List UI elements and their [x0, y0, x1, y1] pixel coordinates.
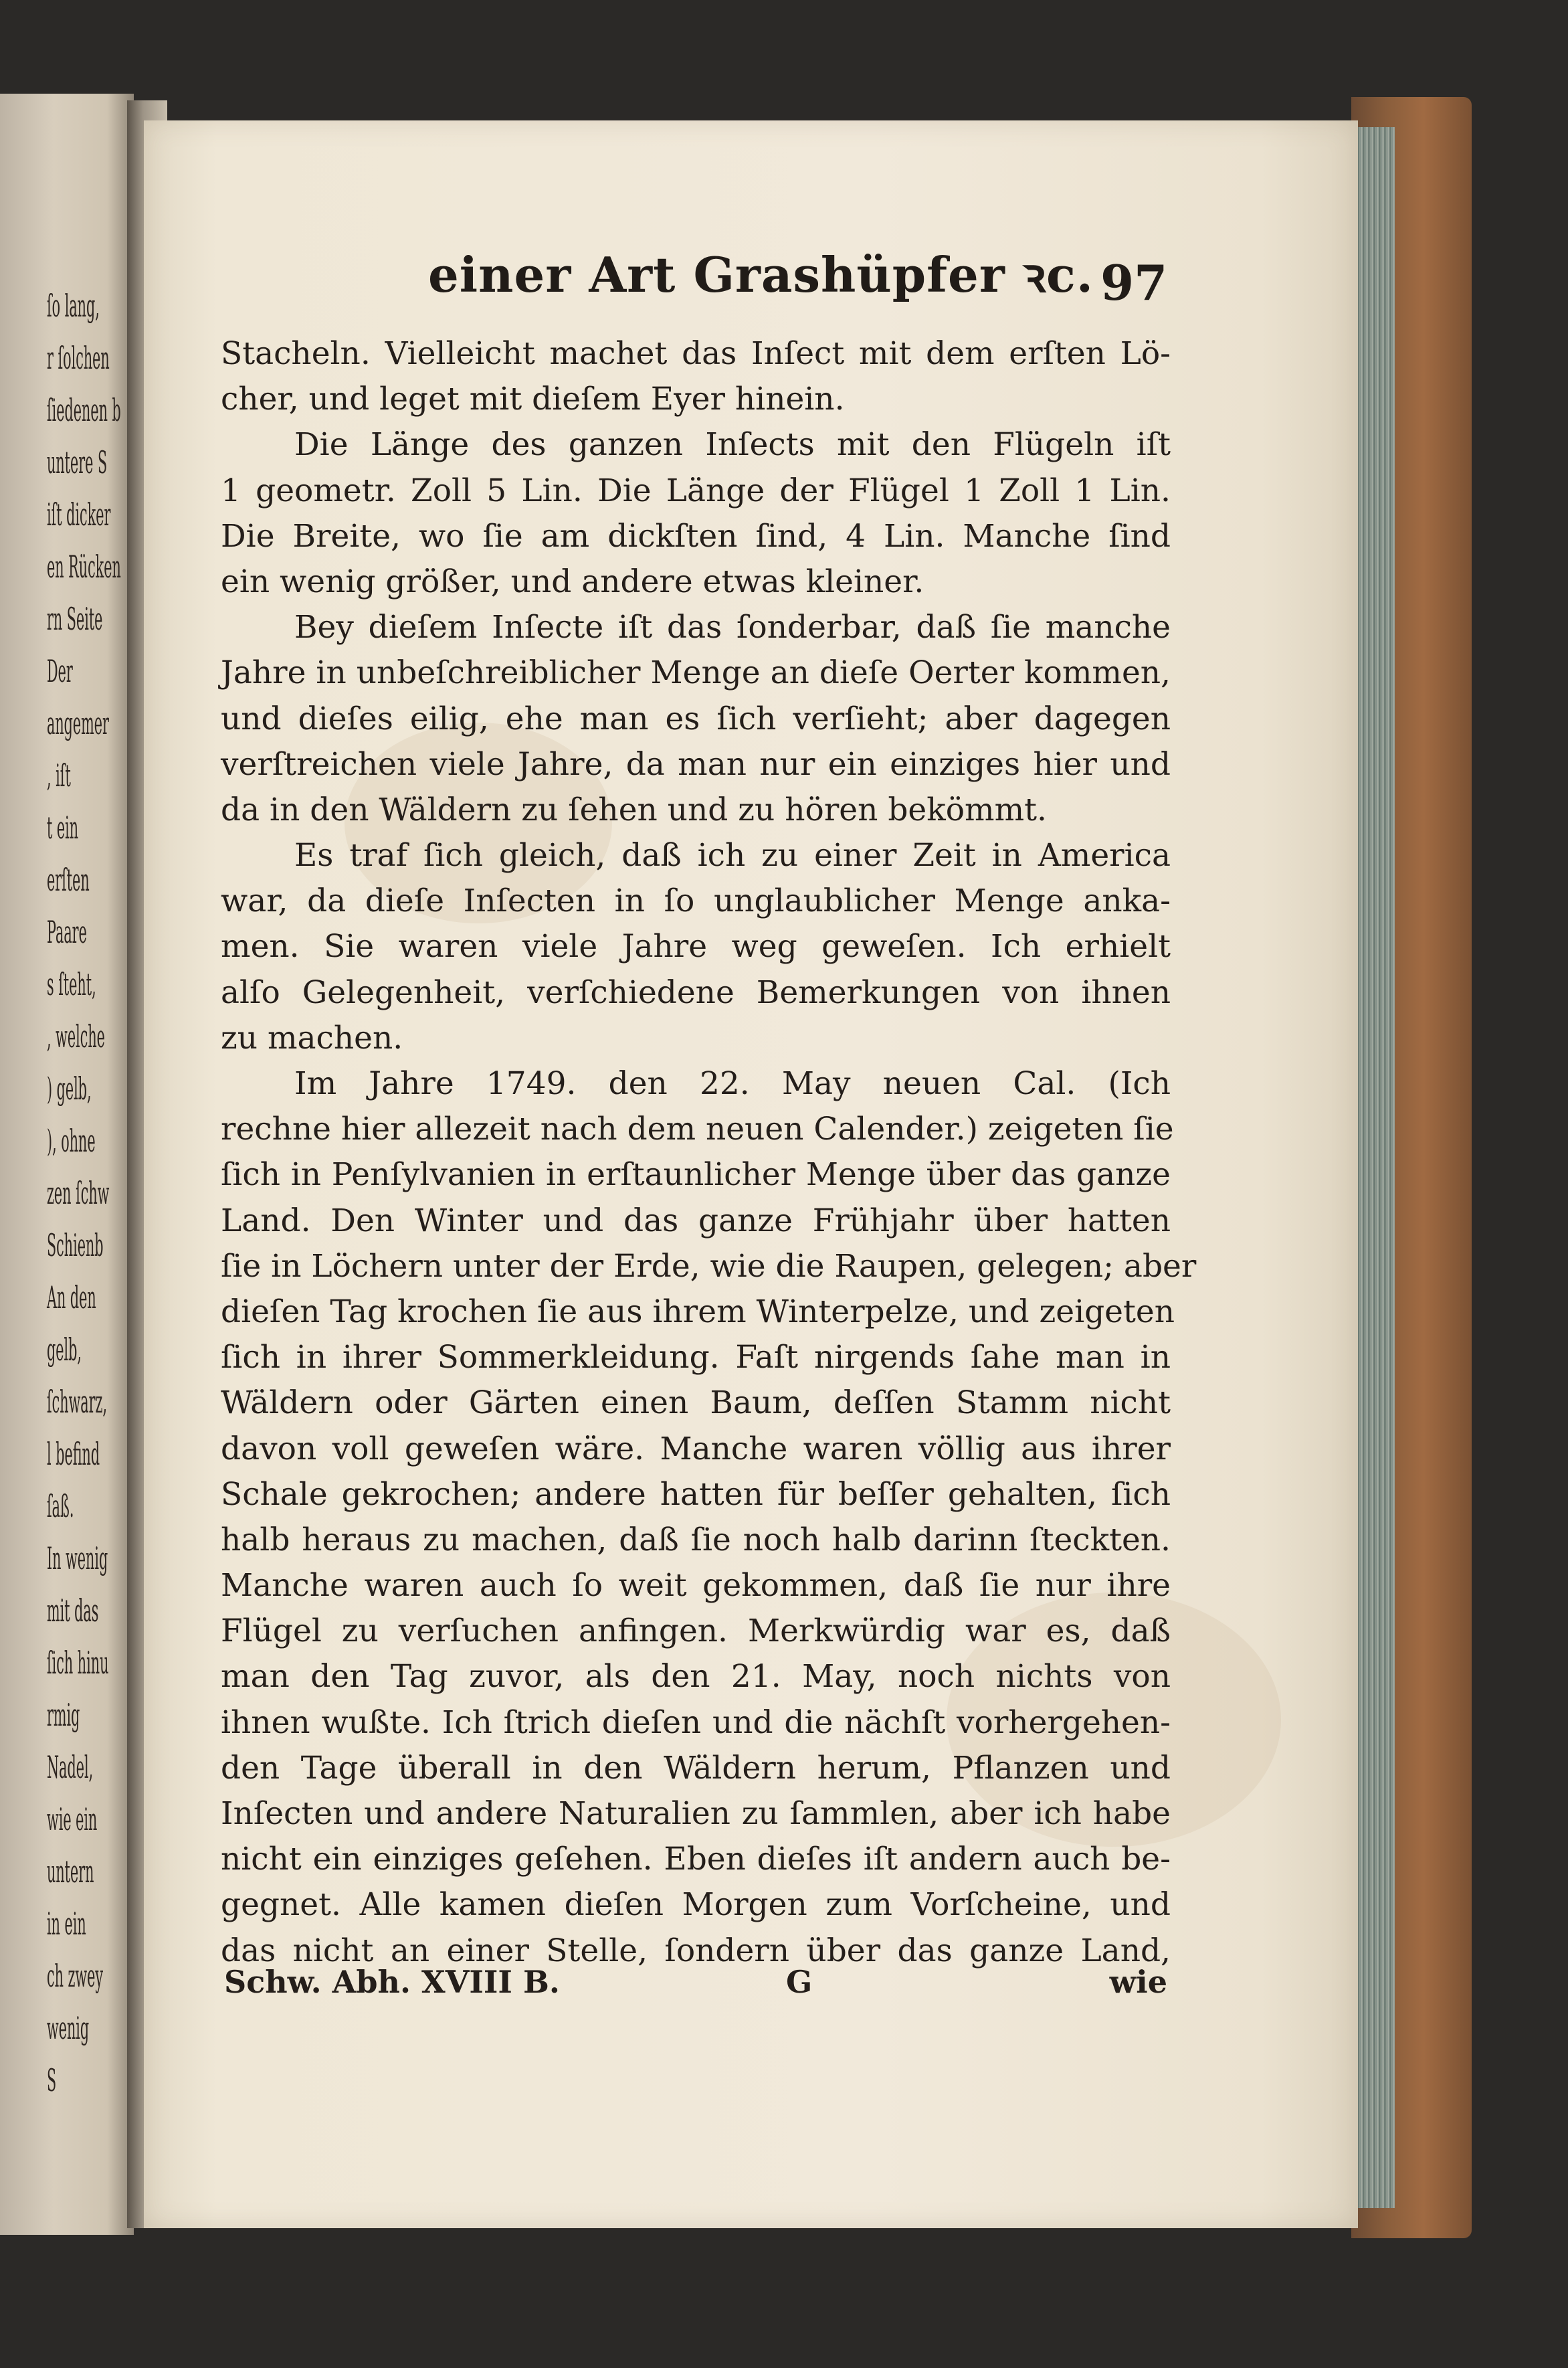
page-number: 97 [1100, 254, 1168, 311]
facing-page-fragment: Der [47, 653, 73, 689]
facing-page-fragment: gelb, [47, 1332, 82, 1368]
text-line: Bey dieſem Inſecte iſt das ſonderbar, daß ſie manche [294, 609, 1171, 646]
text-line: war, da dieſe Inſecten in ſo unglaublicher Menge ankа- [221, 883, 1171, 920]
facing-page-fragment: Nadel, [47, 1749, 94, 1785]
facing-page-fragment: angemer [47, 705, 109, 741]
text-line: Es traf ſich gleich, daß ich zu einer Zeit in America [294, 837, 1171, 875]
text-line: Die Breite, wo ſie am dickſten ſind, 4 Lin. Manche ſind [221, 517, 1171, 555]
facing-page-fragment: rmig [47, 1697, 80, 1733]
text-line: alſo Gelegenheit, verſchiedene Bemerkungen von ihnen [221, 974, 1171, 1011]
catchword: wie [1109, 1964, 1167, 2000]
facing-page-fragment: ſich hinu [47, 1645, 109, 1681]
facing-page-fragment: r ſolchen [47, 340, 110, 376]
text-line: ſie in Löchern unter der Erde, wie die Raupen, gelegen; aber [221, 1247, 1197, 1285]
facing-page-fragment: s ſteht, [47, 966, 96, 1002]
text-line: Inſecten und andere Naturalien zu ſammlen, aber ich habe [221, 1795, 1171, 1832]
text-line: ſich in Penſylvanien in erſtaunlicher Menge über das ganze [221, 1156, 1171, 1194]
text-line: men. Sie waren viele Jahre weg geweſen. Ich erhielt [221, 928, 1171, 966]
facing-page-fragment: ſaß. [47, 1488, 74, 1524]
text-line: Manche waren auch ſo weit gekommen, daß ſie nur ihre [221, 1567, 1171, 1605]
text-line: halb heraus zu machen, daß ſie noch halb darinn ſteckten. [221, 1521, 1171, 1558]
text-line: dieſen Tag krochen ſie aus ihrem Winterpelze, und zeigeten [221, 1293, 1175, 1330]
text-line: rechne hier allezeit nach dem neuen Calender.) zeigeten ſie [221, 1111, 1174, 1148]
facing-page-fragment: en Rücken [47, 549, 121, 585]
facing-page-fragment: ſo lang, [47, 288, 100, 324]
facing-page-fragment: Schienb [47, 1227, 104, 1263]
text-line: Wäldern oder Gärten einen Baum, deſſen Stamm nicht [221, 1384, 1171, 1422]
text-line: Flügel zu verſuchen anfingen. Merkwürdig war es, daß [221, 1613, 1171, 1650]
text-line: und dieſes eilig, ehe man es ſich verſieht; aber dagegen [221, 700, 1171, 737]
facing-page-fragment: , iſt [47, 757, 71, 794]
facing-page-fragment: mit das [47, 1592, 99, 1629]
facing-page-fragment: , welche [47, 1018, 105, 1055]
body-text [221, 331, 1197, 1974]
page-footer [224, 1964, 1167, 2011]
text-line: verſtreichen viele Jahre, da man nur ein einziges hier und [221, 745, 1171, 783]
facing-page-fragment: An den [47, 1279, 96, 1315]
text-line: ihnen wußte. Ich ſtrich dieſen und die nächſt vorhergehen- [221, 1704, 1171, 1741]
text-line: da in den Wäldern zu ſehen und zu hören bekömmt. [221, 791, 1047, 828]
text-line: ein wenig größer, und andere etwas kleiner. [221, 563, 924, 600]
facing-page-fragment: Paare [47, 914, 87, 950]
text-line: 1 geometr. Zoll 5 Lin. Die Länge der Flügel 1 Zoll 1 Lin. [221, 472, 1171, 509]
facing-page-fragment: ) gelb, [47, 1071, 92, 1107]
facing-page-fragment: ), ohne [47, 1123, 96, 1159]
facing-page-fragment: wenig [47, 2010, 90, 2046]
text-line: cher, und leget mit dieſem Eyer hinein. [221, 381, 845, 418]
facing-page-fragment: ſiedenen b [47, 392, 121, 428]
facing-page-fragment: zen ſchw [47, 1175, 110, 1211]
facing-page-fragment: wie ein [47, 1801, 98, 1837]
facing-page-fragment: untere S [47, 444, 108, 480]
facing-page-fragment: ch zwey [47, 1958, 104, 1994]
facing-page [0, 94, 134, 2235]
text-line: das nicht an einer Stelle, ſondern über das ganze Land, [221, 1932, 1171, 1969]
text-line: nicht ein einziges geſehen. Eben dieſes iſt andern auch be- [221, 1841, 1171, 1878]
facing-page-fragment: t ein [47, 810, 79, 846]
facing-page-fragment: in ein [47, 1906, 86, 1942]
text-line: Im Jahre 1749. den 22. May neuen Cal. (Ich [294, 1065, 1171, 1102]
text-line: Stacheln. Vielleicht machet das Inſect mit dem erſten Lö- [221, 335, 1171, 372]
facing-page-fragment: iſt dicker [47, 496, 111, 533]
facing-page-fragment: erſten [47, 862, 90, 898]
facing-page-fragment: In wenig [47, 1540, 108, 1576]
text-line: den Tage überall in den Wäldern herum, Pflanzen und [221, 1749, 1171, 1787]
facing-page-fragment: rn Seite [47, 601, 103, 637]
facing-page-fragment: S [47, 2062, 57, 2098]
text-line: ſich in ihrer Sommerkleidung. Faſt nirgends ſahe man in [221, 1339, 1171, 1376]
text-line: Jahre in unbeſchreiblicher Menge an dieſe Oerter kommen, [221, 654, 1171, 692]
text-line: Die Länge des ganzen Inſects mit den Flügeln iſt [294, 426, 1171, 464]
text-line: gegnet. Alle kamen dieſen Morgen zum Vorſcheine, und [221, 1886, 1171, 1924]
text-line: Schale gekrochen; andere hatten für beſſer gehalten, ſich [221, 1475, 1171, 1513]
text-line: davon voll geweſen wäre. Manche waren völlig aus ihrer [221, 1430, 1171, 1467]
facing-page-fragment: ſchwarz, [47, 1384, 108, 1420]
text-line: man den Tag zuvor, als den 21. May, noch nichts von [221, 1658, 1171, 1696]
facing-page-fragment: l befind [47, 1436, 100, 1472]
page-edges [1355, 127, 1395, 2208]
text-line: zu machen. [221, 1019, 403, 1057]
text-line: Land. Den Winter und das ganze Frühjahr über hatten [221, 1202, 1171, 1239]
signature-line: Schw. Abh. XVIII B. [224, 1964, 560, 2000]
facing-page-fragment: untern [47, 1853, 94, 1890]
signature-mark: G [786, 1964, 813, 2000]
running-head: einer Art Grashüpfer ꝛc. [428, 246, 1094, 303]
